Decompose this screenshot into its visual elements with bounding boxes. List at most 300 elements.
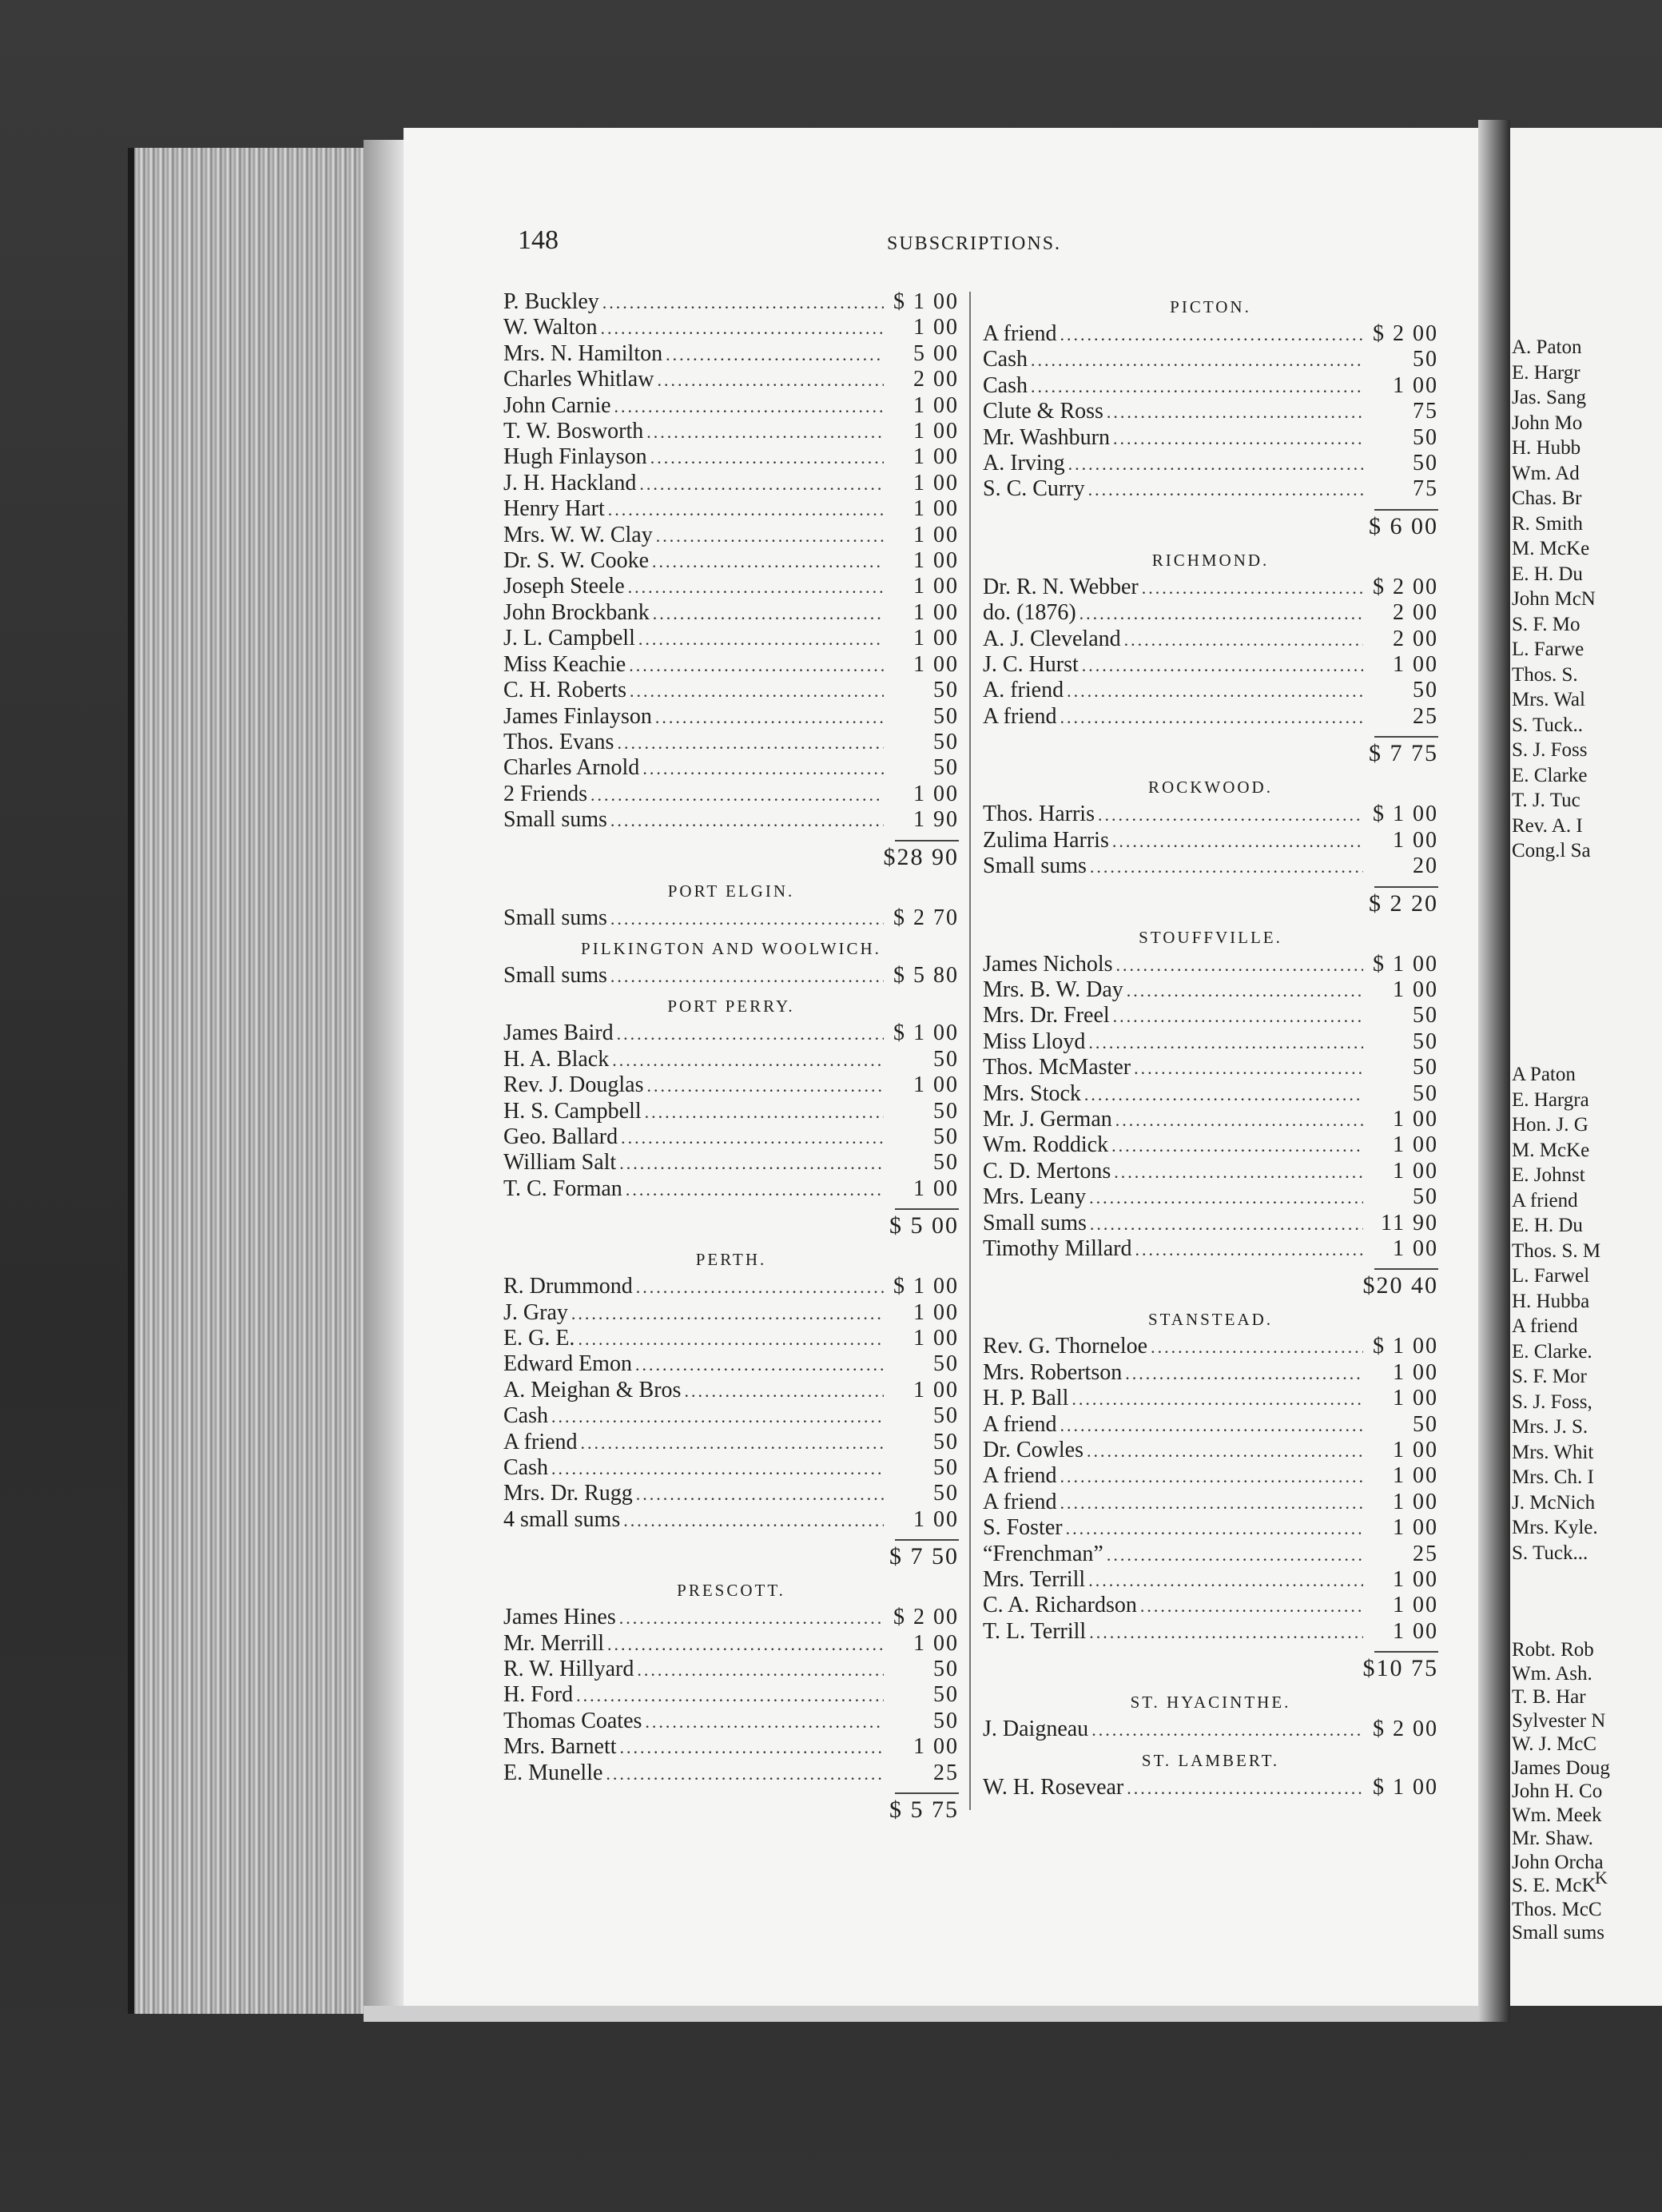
leader-dots <box>607 1632 884 1657</box>
subscription-entry <box>983 600 1438 626</box>
subscription-amount: 50 <box>1413 1080 1438 1106</box>
subscription-entry <box>503 704 959 730</box>
subscription-amount: 50 <box>933 1682 959 1708</box>
subscription-entry <box>503 1274 959 1299</box>
subscription-entry <box>983 1003 1438 1028</box>
subscription-entry <box>503 755 959 781</box>
facing-page-line: L. Farwel <box>1512 1265 1590 1287</box>
subscription-entry <box>983 1081 1438 1107</box>
page-bottom-edge <box>364 2006 1482 2022</box>
leader-dots <box>551 1404 884 1429</box>
subscription-entry <box>503 600 959 626</box>
subscription-entry <box>983 373 1438 399</box>
leader-dots <box>628 575 884 599</box>
subscription-entry <box>983 1412 1438 1438</box>
subscriber-name: C. A. Richardson <box>983 1593 1137 1618</box>
subscription-amount: 1 00 <box>1393 827 1438 853</box>
subscription-entry <box>983 425 1438 451</box>
leader-dots <box>1088 1030 1363 1055</box>
section-heading: PORT PERRY. <box>667 997 795 1016</box>
subscription-entry <box>983 347 1438 372</box>
leader-dots <box>1116 953 1363 977</box>
subscription-amount: 1 00 <box>913 548 959 574</box>
subscription-entry <box>503 419 959 444</box>
running-head: SUBSCRIPTIONS. <box>887 233 1062 254</box>
subscription-amount: 50 <box>933 1403 959 1429</box>
subscription-entry <box>983 1386 1438 1411</box>
subscriber-name: Mrs. Dr. Rugg <box>503 1481 633 1506</box>
subscription-entry <box>503 1020 959 1046</box>
subscription-entry <box>503 574 959 599</box>
facing-page-line: S. J. Foss, <box>1512 1390 1592 1413</box>
subscription-entry <box>983 1593 1438 1618</box>
subscription-entry <box>983 399 1438 424</box>
right-column <box>983 289 1438 1800</box>
leader-dots <box>1068 452 1363 476</box>
subscription-amount: 2 00 <box>1393 600 1438 626</box>
leader-dots <box>621 1125 884 1150</box>
subscriber-name: E. G. E. <box>503 1326 575 1351</box>
subscription-entry <box>983 952 1438 977</box>
subscriber-name: Zulima Harris <box>983 827 1109 853</box>
leader-dots <box>638 627 884 651</box>
subscriber-name: A friend <box>983 1489 1057 1514</box>
subscriber-name: Clute & Ross <box>983 399 1103 424</box>
subscription-entry <box>503 1430 959 1455</box>
leader-dots <box>608 497 884 522</box>
subscriber-name: James Hines <box>503 1605 616 1630</box>
subscription-entry <box>983 1717 1438 1742</box>
leader-dots <box>576 1683 884 1708</box>
subscriber-name: H. Ford <box>503 1682 574 1708</box>
facing-page-line: S. E. McK <box>1512 1875 1596 1896</box>
subscriber-name: Small sums <box>983 853 1087 879</box>
subscription-entry <box>983 451 1438 476</box>
subscriber-name: Dr. Cowles <box>983 1438 1083 1462</box>
subscriber-name: Mrs. Robertson <box>983 1359 1123 1385</box>
subscriber-name: A friend <box>983 703 1057 729</box>
subscriber-name: H. S. Campbell <box>503 1098 642 1124</box>
facing-page-line: E. Hargra <box>1512 1088 1589 1111</box>
subscription-amount: 11 90 <box>1381 1210 1438 1235</box>
subscriber-name: Cash <box>983 347 1028 372</box>
leader-dots <box>657 368 884 392</box>
facing-page-line: Wm. Meek <box>1512 1804 1602 1826</box>
leader-dots <box>623 1508 884 1533</box>
leader-dots <box>1113 1004 1363 1028</box>
subscription-amount: $ 2 00 <box>893 1605 959 1630</box>
subscription-entry <box>503 496 959 522</box>
subscription-entry <box>503 289 959 315</box>
subscription-amount: 1 00 <box>1393 372 1438 398</box>
leader-dots <box>1089 1185 1363 1210</box>
subscriber-name: Small sums <box>503 807 607 833</box>
leader-dots <box>617 730 884 755</box>
leader-dots <box>645 1100 884 1124</box>
subscription-entry <box>983 1438 1438 1463</box>
facing-page-line: S. Tuck.. <box>1512 714 1583 736</box>
subscription-amount: 1 90 <box>913 807 959 833</box>
facing-page-line: E. H. Du <box>1512 563 1583 585</box>
subscription-entry <box>503 1326 959 1351</box>
subscription-amount: 5 00 <box>913 340 959 366</box>
subscription-entry <box>503 1176 959 1202</box>
subscription-amount: 1 00 <box>1393 1463 1438 1489</box>
subscription-amount: 50 <box>1413 1055 1438 1080</box>
subscriber-name: Timothy Millard <box>983 1235 1132 1261</box>
subscription-amount: 1 00 <box>1393 1593 1438 1618</box>
subscriber-name: Mr. J. German <box>983 1106 1112 1132</box>
leader-dots <box>606 1761 884 1786</box>
subscriber-name: C. D. Mertons <box>983 1158 1111 1184</box>
subscriber-name: Mr. Washburn <box>983 424 1111 450</box>
subscriber-name: W. H. Rosevear <box>983 1774 1124 1800</box>
subscription-entry <box>503 1124 959 1150</box>
section-heading: ST. LAMBERT. <box>1141 1750 1280 1770</box>
subscriber-name: Cash <box>983 372 1028 398</box>
subscriber-name: Mrs. W. W. Clay <box>503 522 653 547</box>
column-divider <box>969 292 971 1810</box>
facing-page-line: Cong.l Sa <box>1512 840 1591 861</box>
leader-dots <box>656 523 884 548</box>
subscription-entry <box>983 977 1438 1003</box>
subscription-entry <box>983 1211 1438 1236</box>
leader-dots <box>1098 802 1363 827</box>
leader-dots <box>646 420 884 444</box>
leader-dots <box>581 1430 884 1455</box>
leader-dots <box>1060 705 1363 730</box>
subscription-amount: 50 <box>933 1455 959 1481</box>
section-total: $28 90 <box>883 843 959 870</box>
section-total: $20 40 <box>1362 1272 1438 1299</box>
subscription-amount: $ 1 00 <box>1373 802 1438 827</box>
subscription-entry <box>503 1351 959 1377</box>
subscription-entry <box>983 1542 1438 1567</box>
subscription-entry <box>983 1463 1438 1489</box>
signature-mark: K <box>1595 1868 1608 1888</box>
facing-page-line: Robt. Rob <box>1512 1639 1594 1661</box>
subscriber-name: R. W. Hillyard <box>503 1657 634 1682</box>
facing-page-line: M. McKe <box>1512 538 1590 559</box>
subscription-entry <box>983 1236 1438 1262</box>
leader-dots <box>650 445 884 470</box>
leader-dots <box>1066 1516 1363 1541</box>
leader-dots <box>590 782 884 807</box>
leader-dots <box>1134 1056 1363 1080</box>
leader-dots <box>1127 978 1363 1003</box>
subscription-amount: 1 00 <box>1393 1438 1438 1462</box>
section-total: $ 2 20 <box>1369 889 1438 917</box>
subscription-amount: $ 2 70 <box>893 905 959 930</box>
subscriber-name: Mrs. N. Hamilton <box>503 340 663 366</box>
section-heading: ST. HYACINTHE. <box>1130 1693 1291 1713</box>
subscription-amount: 1 00 <box>1393 1359 1438 1385</box>
subscription-amount: 1 00 <box>1393 1106 1438 1132</box>
subscription-amount: 50 <box>933 1657 959 1682</box>
subscription-amount: 50 <box>1413 1003 1438 1028</box>
facing-page-line: A. Paton <box>1512 336 1582 358</box>
facing-page-line: Rev. A. I <box>1512 814 1583 837</box>
facing-page-line: Small sums <box>1512 1922 1604 1943</box>
facing-page-line: Sylvester N <box>1512 1709 1606 1732</box>
subscription-entry <box>503 1734 959 1760</box>
subscription-entry <box>503 1047 959 1072</box>
subscription-amount: 1 00 <box>913 419 959 444</box>
subscriber-name: James Nichols <box>983 951 1113 977</box>
subscriber-name: Small sums <box>503 905 607 930</box>
subscription-entry <box>503 444 959 470</box>
facing-page-line: T. J. Tuc <box>1512 790 1580 811</box>
subscriber-name: Mrs. Dr. Freel <box>983 1003 1110 1028</box>
subscription-amount: 1 00 <box>1393 1158 1438 1184</box>
subscription-amount: 1 00 <box>1393 1386 1438 1411</box>
leader-dots <box>637 1657 884 1682</box>
leader-dots <box>1067 678 1363 703</box>
facing-page-line: J. McNich <box>1512 1491 1596 1514</box>
subscription-entry <box>983 828 1438 853</box>
subscription-amount: 1 00 <box>913 315 959 340</box>
facing-page-line: John Orcha <box>1512 1851 1604 1873</box>
subscriber-name: J. Daigneau <box>983 1717 1089 1742</box>
leader-dots <box>666 342 884 367</box>
subscription-amount: 50 <box>933 703 959 729</box>
subscription-amount: 50 <box>933 1481 959 1506</box>
subscription-entry <box>983 802 1438 827</box>
subscriber-name: A. J. Cleveland <box>983 626 1121 651</box>
subscription-amount: 2 00 <box>913 367 959 392</box>
subscription-amount: 1 00 <box>913 574 959 599</box>
facing-page-line: E. Clarke <box>1512 764 1588 786</box>
subscription-amount: 1 00 <box>1393 1235 1438 1261</box>
leader-dots <box>1124 627 1363 652</box>
leader-dots <box>610 808 884 833</box>
subscription-entry <box>503 393 959 419</box>
subscription-amount: 75 <box>1413 399 1438 424</box>
subscription-amount: 50 <box>933 1150 959 1176</box>
facing-page-line: Mrs. Kyle. <box>1512 1517 1598 1538</box>
subscriber-name: “Frenchman” <box>983 1541 1103 1566</box>
subscription-entry <box>503 1099 959 1124</box>
subscriber-name: R. Drummond <box>503 1274 633 1299</box>
subscription-entry <box>983 1184 1438 1210</box>
subscription-amount: $ 1 00 <box>1373 1334 1438 1359</box>
facing-page-line: Thos. McC <box>1512 1898 1602 1920</box>
subscription-entry <box>983 476 1438 502</box>
subscriber-name: Mrs. Terrill <box>983 1567 1086 1593</box>
subscription-amount: 1 00 <box>1393 977 1438 1002</box>
facing-page-line: S. F. Mor <box>1512 1366 1587 1387</box>
subscription-entry <box>983 1132 1438 1158</box>
leader-dots <box>636 1275 884 1299</box>
subscriber-name: Mrs. Barnett <box>503 1734 617 1760</box>
facing-page-line: A friend <box>1512 1189 1578 1211</box>
subscription-entry <box>503 730 959 755</box>
subscriber-name: Cash <box>503 1403 548 1429</box>
facing-page-line: Mrs. Wal <box>1512 689 1585 710</box>
leader-dots <box>1151 1335 1363 1359</box>
leader-dots <box>1125 1361 1363 1386</box>
subscriber-name: James Finlayson <box>503 703 652 729</box>
subscription-amount: $ 1 00 <box>893 1020 959 1046</box>
subscription-amount: 1 00 <box>913 599 959 625</box>
subscription-amount: 1 00 <box>913 1377 959 1402</box>
leader-dots <box>639 471 884 496</box>
subscriber-name: T. W. Bosworth <box>503 419 644 444</box>
subscriber-name: Dr. S. W. Cooke <box>503 548 650 574</box>
section-heading: PILKINGTON AND WOOLWICH. <box>581 938 881 958</box>
leader-dots <box>652 549 884 574</box>
subscriber-name: T. L. Terrill <box>983 1618 1087 1644</box>
subscription-entry <box>983 1107 1438 1132</box>
subscriber-name: Charles Arnold <box>503 755 640 781</box>
leader-dots <box>614 394 884 419</box>
subscriber-name: A. Irving <box>983 451 1065 476</box>
subscriber-name: J. L. Campbell <box>503 626 635 651</box>
subscription-amount: 1 00 <box>1393 1132 1438 1158</box>
facing-page-line: John Mo <box>1512 412 1583 434</box>
facing-page-line: E. H. Du <box>1512 1215 1583 1236</box>
subscription-amount: 1 00 <box>913 496 959 522</box>
subscription-amount: 1 00 <box>1393 1515 1438 1541</box>
section-heading: STOUFFVILLE. <box>1139 927 1282 947</box>
subscriber-name: Charles Whitlaw <box>503 367 654 392</box>
leader-dots <box>636 1482 884 1506</box>
subscriber-name: James Baird <box>503 1020 614 1046</box>
facing-page-line: James Doug <box>1512 1756 1610 1779</box>
facing-page-line: John McN <box>1512 588 1596 610</box>
subscription-entry <box>503 652 959 678</box>
subscription-entry <box>503 1300 959 1326</box>
subscription-entry <box>983 853 1438 879</box>
subscription-entry <box>983 1515 1438 1541</box>
subscription-entry <box>503 678 959 703</box>
subscriber-name: Small sums <box>503 962 607 988</box>
subscription-amount: 50 <box>933 1046 959 1072</box>
leader-dots <box>684 1379 884 1403</box>
leader-dots <box>1089 1620 1363 1645</box>
leader-dots <box>1060 1490 1363 1515</box>
section-heading: PICTON. <box>1170 297 1251 316</box>
leader-dots <box>1031 374 1363 399</box>
subscriber-name: P. Buckley <box>503 289 599 314</box>
subscription-amount: $ 1 00 <box>893 289 959 314</box>
subscriber-name: Miss Keachie <box>503 651 626 677</box>
facing-page-line: Jas. Sang <box>1512 387 1587 408</box>
subscriber-name: J. C. Hurst <box>983 652 1079 678</box>
subscription-entry <box>503 548 959 574</box>
subscriber-name: Joseph Steele <box>503 574 625 599</box>
page-number: 148 <box>518 225 559 255</box>
leader-dots <box>619 1605 884 1630</box>
leader-dots <box>1060 1464 1363 1489</box>
subscription-entry <box>503 1455 959 1481</box>
subscription-amount: 50 <box>1413 451 1438 476</box>
subscription-entry <box>983 575 1438 600</box>
subscriber-name: Thos. Evans <box>503 729 614 754</box>
subscriber-name: Thomas Coates <box>503 1708 642 1733</box>
subscriber-name: Mr. Merrill <box>503 1630 604 1656</box>
section-total: $ 6 00 <box>1369 512 1438 539</box>
subscription-amount: $ 1 00 <box>893 1274 959 1299</box>
leader-dots <box>1142 575 1363 600</box>
subscription-entry <box>503 1760 959 1786</box>
subscription-amount: 50 <box>933 729 959 754</box>
facing-page-line: E. Johnst <box>1512 1164 1585 1186</box>
subscriber-name: H. A. Black <box>503 1046 610 1072</box>
leader-dots <box>620 1735 884 1760</box>
subscription-entry <box>503 1150 959 1176</box>
subscription-entry <box>983 1619 1438 1645</box>
leader-dots <box>1082 653 1363 678</box>
facing-page-line: E. Clarke. <box>1512 1340 1592 1363</box>
subscription-amount: 25 <box>1413 1541 1438 1566</box>
subscriber-name: William Salt <box>503 1150 617 1176</box>
facing-page-line: Wm. Ad <box>1512 462 1580 484</box>
subscription-entry <box>503 1403 959 1429</box>
leader-dots <box>1112 829 1363 853</box>
facing-page-line: S. Tuck... <box>1512 1542 1588 1564</box>
subscriber-name: Thos. McMaster <box>983 1055 1131 1080</box>
leader-dots <box>1087 1438 1363 1463</box>
subscription-entry <box>503 963 959 989</box>
facing-page-line: L. Farwe <box>1512 639 1584 660</box>
subscription-amount: 50 <box>933 1351 959 1377</box>
subscription-entry <box>503 807 959 833</box>
subscriber-name: 4 small sums <box>503 1506 621 1532</box>
subscription-amount: 1 00 <box>1393 652 1438 678</box>
facing-page <box>1510 128 1662 2006</box>
facing-page-line: Chas. Br <box>1512 487 1582 509</box>
subscription-entry <box>503 1507 959 1533</box>
subscriber-name: A friend <box>983 1463 1057 1489</box>
section-heading: STANSTEAD. <box>1147 1310 1274 1330</box>
subscription-amount: 25 <box>933 1760 959 1785</box>
leader-dots <box>630 678 884 703</box>
subscription-amount: $ 1 00 <box>1373 1774 1438 1800</box>
subscription-amount: 25 <box>1413 703 1438 729</box>
facing-page-line: H. Hubba <box>1512 1290 1590 1312</box>
leader-dots <box>655 705 884 730</box>
subscription-amount: 50 <box>1413 1411 1438 1437</box>
subscription-amount: 1 00 <box>913 781 959 806</box>
subscription-amount: 2 00 <box>1393 626 1438 651</box>
subscription-amount: 1 00 <box>1393 1567 1438 1593</box>
subscriber-name: A friend <box>503 1429 578 1454</box>
subscriber-name: Miss Lloyd <box>983 1028 1086 1054</box>
subscription-amount: 1 00 <box>1393 1618 1438 1644</box>
subscription-amount: 1 00 <box>913 1072 959 1098</box>
subscription-amount: 1 00 <box>913 651 959 677</box>
left-column <box>503 289 959 1826</box>
leader-dots <box>610 964 884 989</box>
subscription-amount: 1 00 <box>913 1734 959 1760</box>
leader-dots <box>619 1151 884 1176</box>
leader-dots <box>647 1073 884 1098</box>
section-total: $10 75 <box>1362 1655 1438 1682</box>
subscription-amount: 50 <box>1413 1184 1438 1210</box>
subscription-entry <box>503 1631 959 1657</box>
subscriber-name: Small sums <box>983 1210 1087 1235</box>
subscriber-name: C. H. Roberts <box>503 678 626 703</box>
book-page-edges <box>128 148 374 2014</box>
subscriber-name: Hugh Finlayson <box>503 444 647 470</box>
subscription-amount: 50 <box>933 755 959 781</box>
subscriber-name: John Brockbank <box>503 599 650 625</box>
subscriber-name: A friend <box>983 321 1057 346</box>
subscriber-name: Geo. Ballard <box>503 1124 618 1149</box>
facing-page-line: R. Smith <box>1512 512 1583 535</box>
subscription-entry <box>503 1378 959 1403</box>
